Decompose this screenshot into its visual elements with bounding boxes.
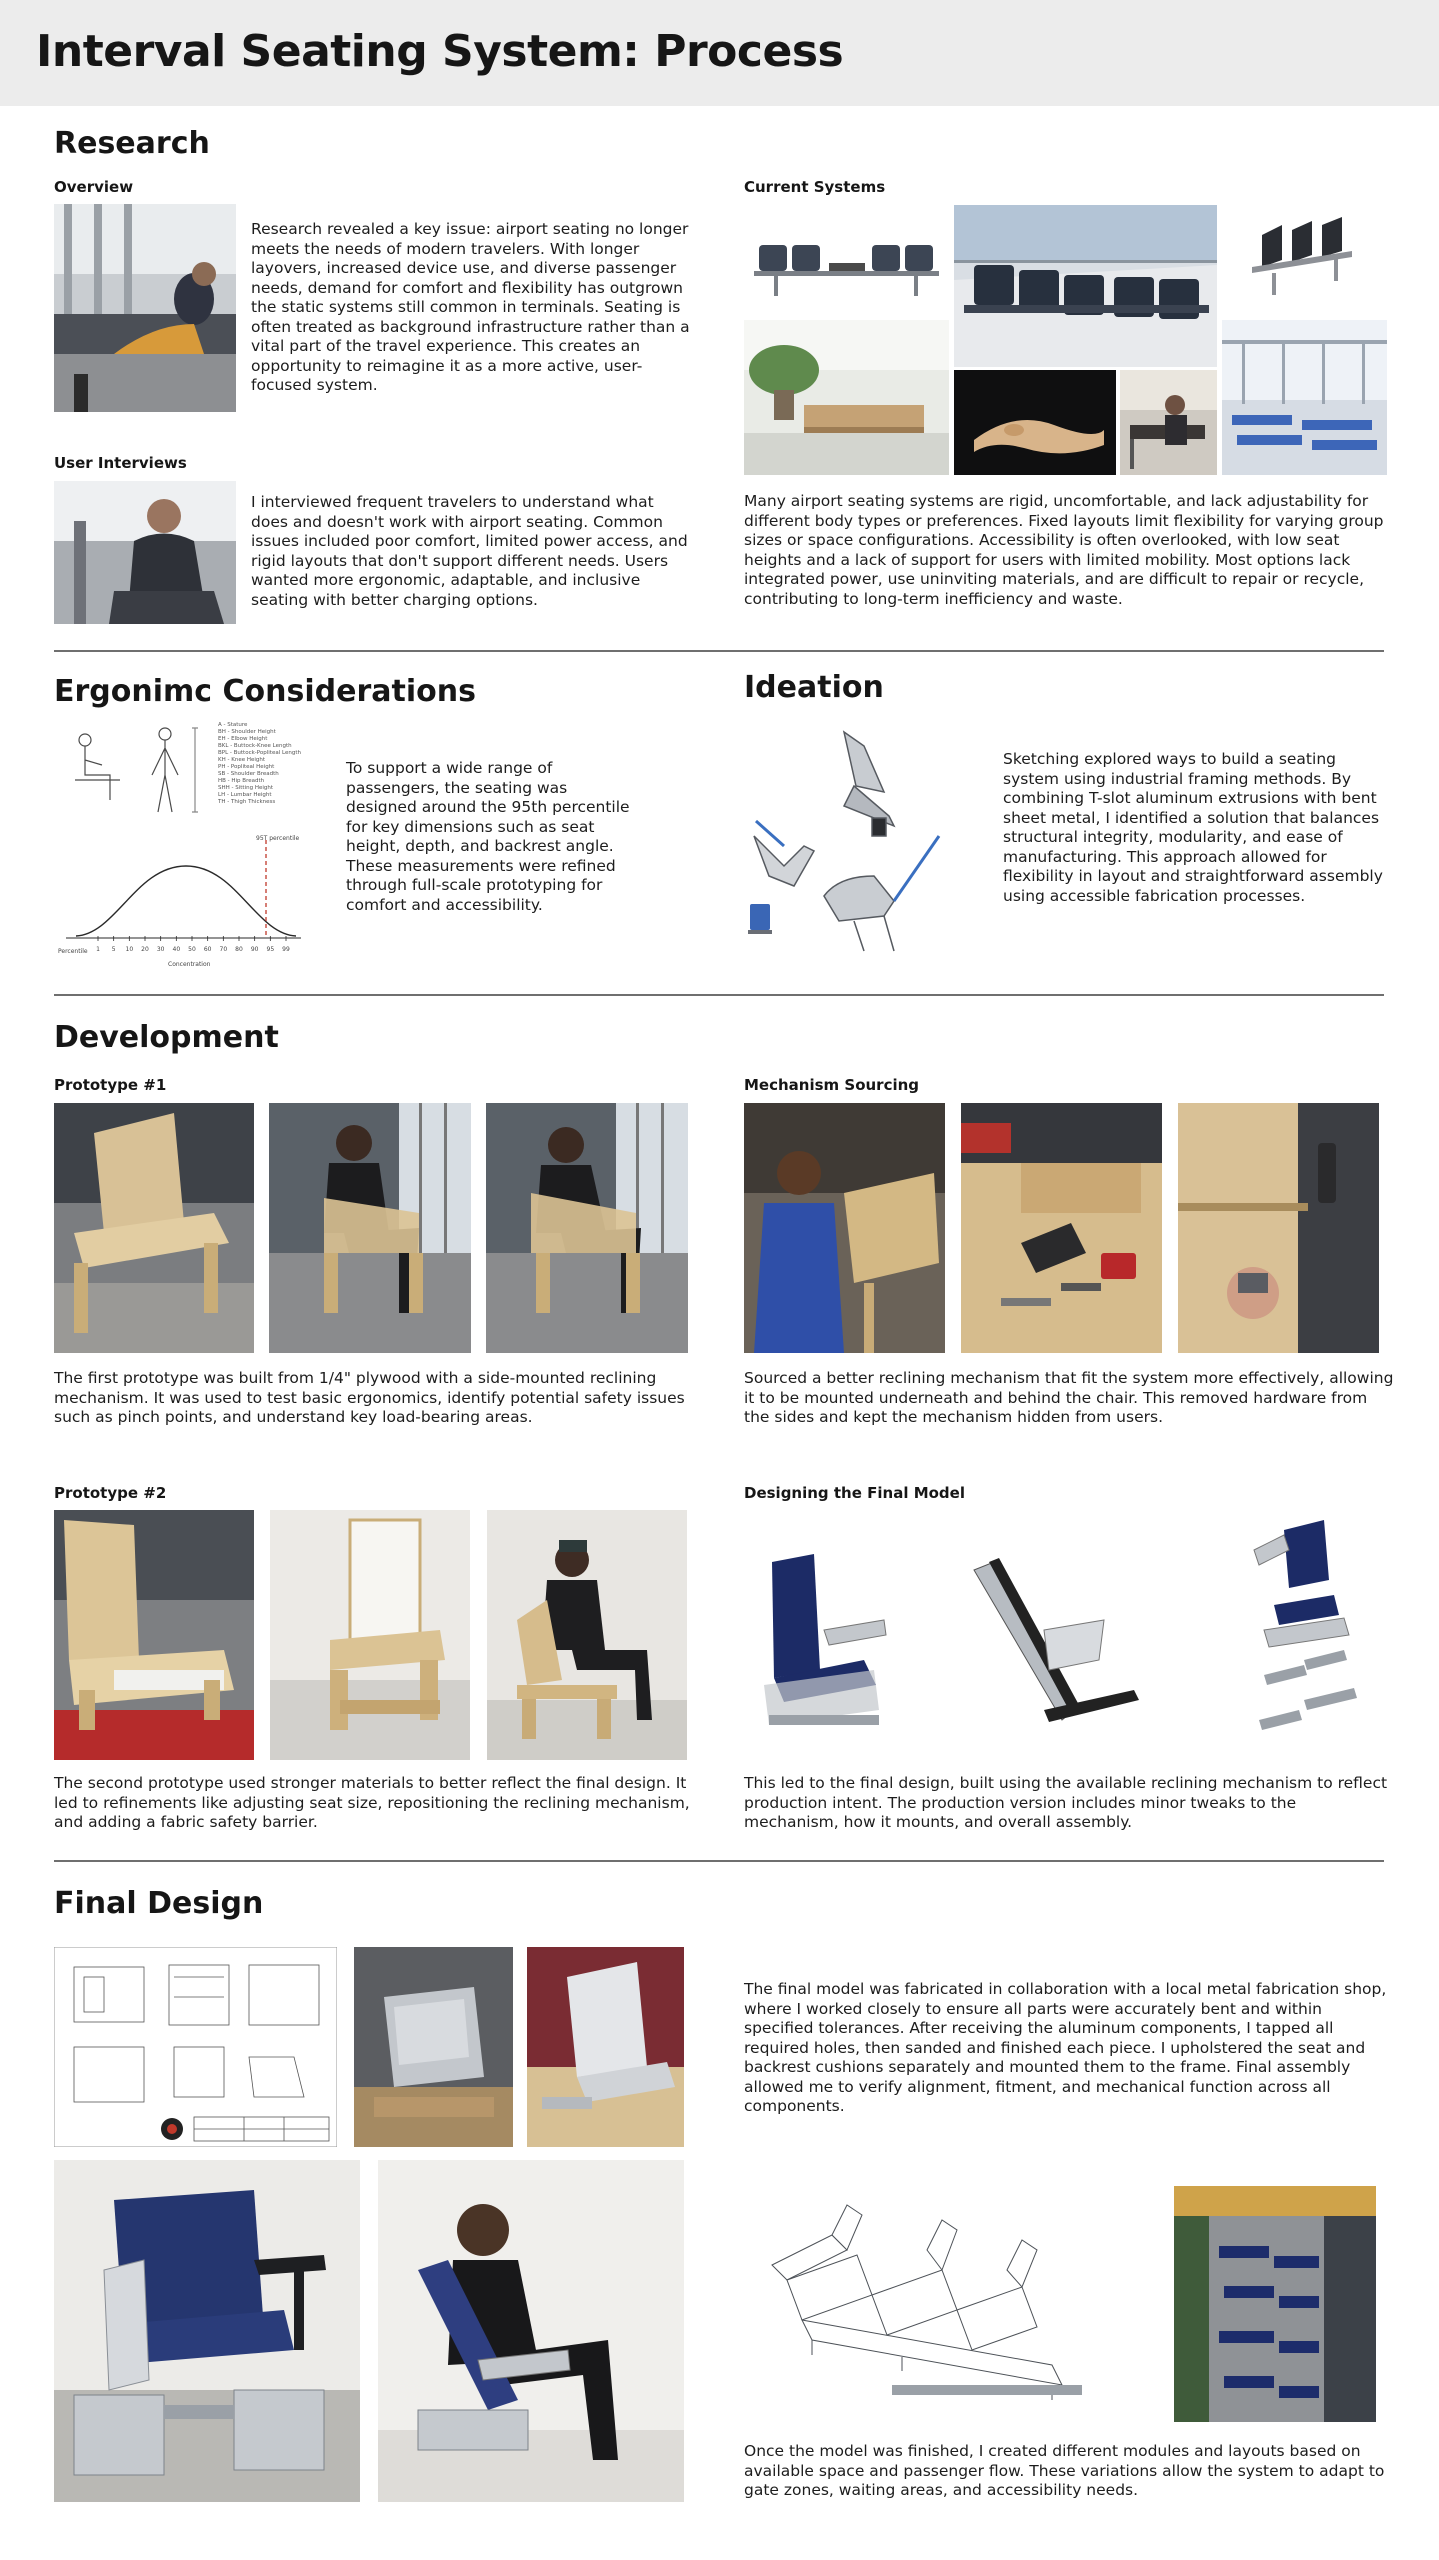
legend-item: BPL - Buttock-Popliteal Length — [218, 750, 301, 756]
traveler-seat-photo — [1120, 370, 1217, 475]
x-tick-label: 50 — [188, 946, 196, 953]
mechanism-photo-1 — [744, 1103, 945, 1353]
ergonomics-text: To support a wide range of passengers, the seating was designed around the 95th percentile for key dimensions such as seat height, depth, and backrest angle. These measurements were refined through full-scale prototyping for comfort and accessibility. — [346, 759, 630, 914]
x-tick-label: 5 — [111, 946, 116, 953]
overview-text: Research revealed a key issue: airport seating no longer meets the needs of modern travelers. With longer layovers, increased device use, and diverse passenger needs, demand for comfort and flexibility has outgrown the static systems still common in terminals. Seating is often treated as background infrastructure rather than a vital part of the travel experience. This creates an opportunity to reimagine it as a more active, user-focused system. — [251, 220, 690, 394]
layout-render — [752, 2195, 1097, 2425]
prototype2-photo-3 — [487, 1510, 687, 1760]
interviews-label: User Interviews — [54, 454, 187, 472]
overview-label: Overview — [54, 178, 134, 196]
x-tick-label: 1 — [96, 946, 100, 953]
final-model-label: Designing the Final Model — [744, 1484, 965, 1502]
percentile-distribution-chart — [56, 830, 306, 970]
x-tick-label: 60 — [203, 946, 212, 953]
x-tick-label: 30 — [156, 946, 165, 953]
ideation-text: Sketching explored ways to build a seating system using industrial framing methods. By combining T-slot aluminum extrusions with bent sheet metal, I identified a solution that balances structural integrity, modularity, and ease of manufacturing. This approach allowed for flexibility in layout and straightforward assembly using accessible fabrication processes. — [1003, 750, 1383, 905]
mechanism-photo-3 — [1178, 1103, 1379, 1353]
ideation-heading: Ideation — [744, 670, 884, 705]
final-model-text: This led to the final design, built using the available reclining mechanism to reflect production intent. The production version includes minor tweaks to the mechanism, how it mounts, and overall assembly. — [744, 1774, 1388, 1831]
prototype1-photo-2 — [269, 1103, 471, 1353]
interview-photo — [54, 481, 236, 624]
legend-item: TH - Thigh Thickness — [218, 799, 276, 805]
mechanism-photo-2 — [961, 1103, 1162, 1353]
x-tick-label: 20 — [141, 946, 149, 953]
page-title: Interval Seating System: Process — [36, 26, 844, 77]
legend-item: EH - Elbow Height — [218, 736, 268, 742]
legend-item: BKL - Buttock-Knee Length — [218, 743, 292, 749]
measurement-legend — [218, 722, 328, 806]
sheet-metal-photo — [527, 1947, 684, 2147]
prototype1-photo-1 — [54, 1103, 254, 1353]
sculptural-bench-photo — [954, 370, 1116, 475]
bench-photo-2 — [1222, 205, 1387, 317]
chart-caption: Concentration — [168, 961, 211, 968]
legend-item: HB - Hip Breadth — [218, 778, 265, 784]
x-tick-label: 80 — [235, 946, 243, 953]
final-design-text-2: Once the model was finished, I created different modules and layouts based on available space and passenger flow. These variations allow the system to adapt to gate zones, waiting areas, and accessibility needs. — [744, 2442, 1385, 2499]
final-chair-photo — [54, 2160, 360, 2502]
development-heading: Development — [54, 1020, 279, 1055]
bench-photo-1 — [744, 205, 949, 317]
section-divider — [54, 650, 1384, 652]
technical-drawing — [54, 1947, 337, 2147]
prototype1-photo-3 — [486, 1103, 688, 1353]
current-systems-label: Current Systems — [744, 178, 886, 196]
prototype2-photo-2 — [270, 1510, 470, 1760]
seated-user-photo — [378, 2160, 684, 2502]
mechanism-text: Sourced a better reclining mechanism that fit the system more effectively, allowing it to be mounted underneath and behind the chair. This removed hardware from the sides and kept the mechanism hidden from users. — [744, 1369, 1394, 1426]
prototype1-label: Prototype #1 — [54, 1076, 167, 1094]
final-model-renders — [744, 1510, 1394, 1760]
overview-photo — [54, 204, 236, 412]
legend-item: A - Stature — [218, 722, 248, 728]
x-tick-label: 99 — [282, 946, 290, 953]
terminal-photo — [954, 205, 1217, 367]
research-heading: Research — [54, 126, 210, 161]
bell-curve — [76, 866, 296, 936]
x-tick-label: 40 — [172, 946, 181, 953]
x-tick-label: 10 — [125, 946, 134, 953]
mechanism-label: Mechanism Sourcing — [744, 1076, 920, 1094]
ideation-sketches — [744, 726, 984, 958]
x-tick-label: 70 — [219, 946, 228, 953]
final-design-heading: Final Design — [54, 1886, 264, 1921]
legend-item: KH - Knee Height — [218, 757, 266, 763]
ergonomics-heading: Ergonimc Considerations — [54, 674, 476, 709]
x-tick-label: 90 — [250, 946, 259, 953]
gate-seating-photo — [1222, 320, 1387, 475]
percentile-marker-label: 95T percentile — [256, 835, 300, 842]
title-banner — [0, 0, 1439, 106]
section-divider — [54, 1860, 1384, 1862]
prototype2-text: The second prototype used stronger materials to better reflect the final design. It led to refinements like adjusting seat size, repositioning the reclining mechanism, and adding a fabric safety barrier. — [54, 1774, 690, 1831]
interviews-text: I interviewed frequent travelers to understand what does and doesn't work with airport seating. Common issues included poor comfort, limited power access, and rigid layouts that don't support different needs. Users wanted more ergonomic, adaptable, and inclusive seating with better charging options. — [251, 493, 688, 609]
legend-item: PH - Popliteal Height — [218, 764, 275, 770]
wood-bench-photo — [744, 320, 949, 475]
legend-item: SHH - Sitting Height — [218, 785, 274, 791]
chart-xlabel: Percentile — [58, 948, 88, 955]
legend-item: LH - Lumbar Height — [218, 792, 272, 798]
aluminum-parts-photo — [354, 1947, 513, 2147]
current-systems-text: Many airport seating systems are rigid, uncomfortable, and lack adjustability for different body types or preferences. Fixed layouts limit flexibility for varying group sizes or space configurations. Accessibility is often overlooked, with low seat heights and a lack of support for users with limited mobility. Most options lack integrated power, use uninviting materials, and are difficult to repair or recycle, contributing to long-term inefficiency and waste. — [744, 492, 1384, 608]
anthropometric-figure — [60, 720, 210, 820]
legend-item: BH - Shoulder Height — [218, 729, 276, 735]
prototype2-label: Prototype #2 — [54, 1484, 167, 1502]
x-tick-label: 95 — [266, 946, 275, 953]
legend-item: SB - Shoulder Breadth — [218, 771, 279, 777]
section-divider — [54, 994, 1384, 996]
prototype2-photo-1 — [54, 1510, 254, 1760]
prototype1-text: The first prototype was built from 1/4" plywood with a side-mounted reclining mechanism. It was used to test basic ergonomics, identify potential safety issues such as pinch points, and understand key load-bearing areas. — [54, 1369, 685, 1426]
final-design-text-1: The final model was fabricated in collaboration with a local metal fabrication shop, where I worked closely to ensure all parts were accurately bent and within specified tolerances. After receiving the aluminum components, I tapped all required holes, then sanded and finished each piece. I upholstered the seat and backrest cushions separately and mounted them to the frame. Final assembly allowed me to verify alignment, fitment, and mechanical function across all components. — [744, 1980, 1387, 2115]
terminal-layout-render — [1174, 2186, 1376, 2422]
